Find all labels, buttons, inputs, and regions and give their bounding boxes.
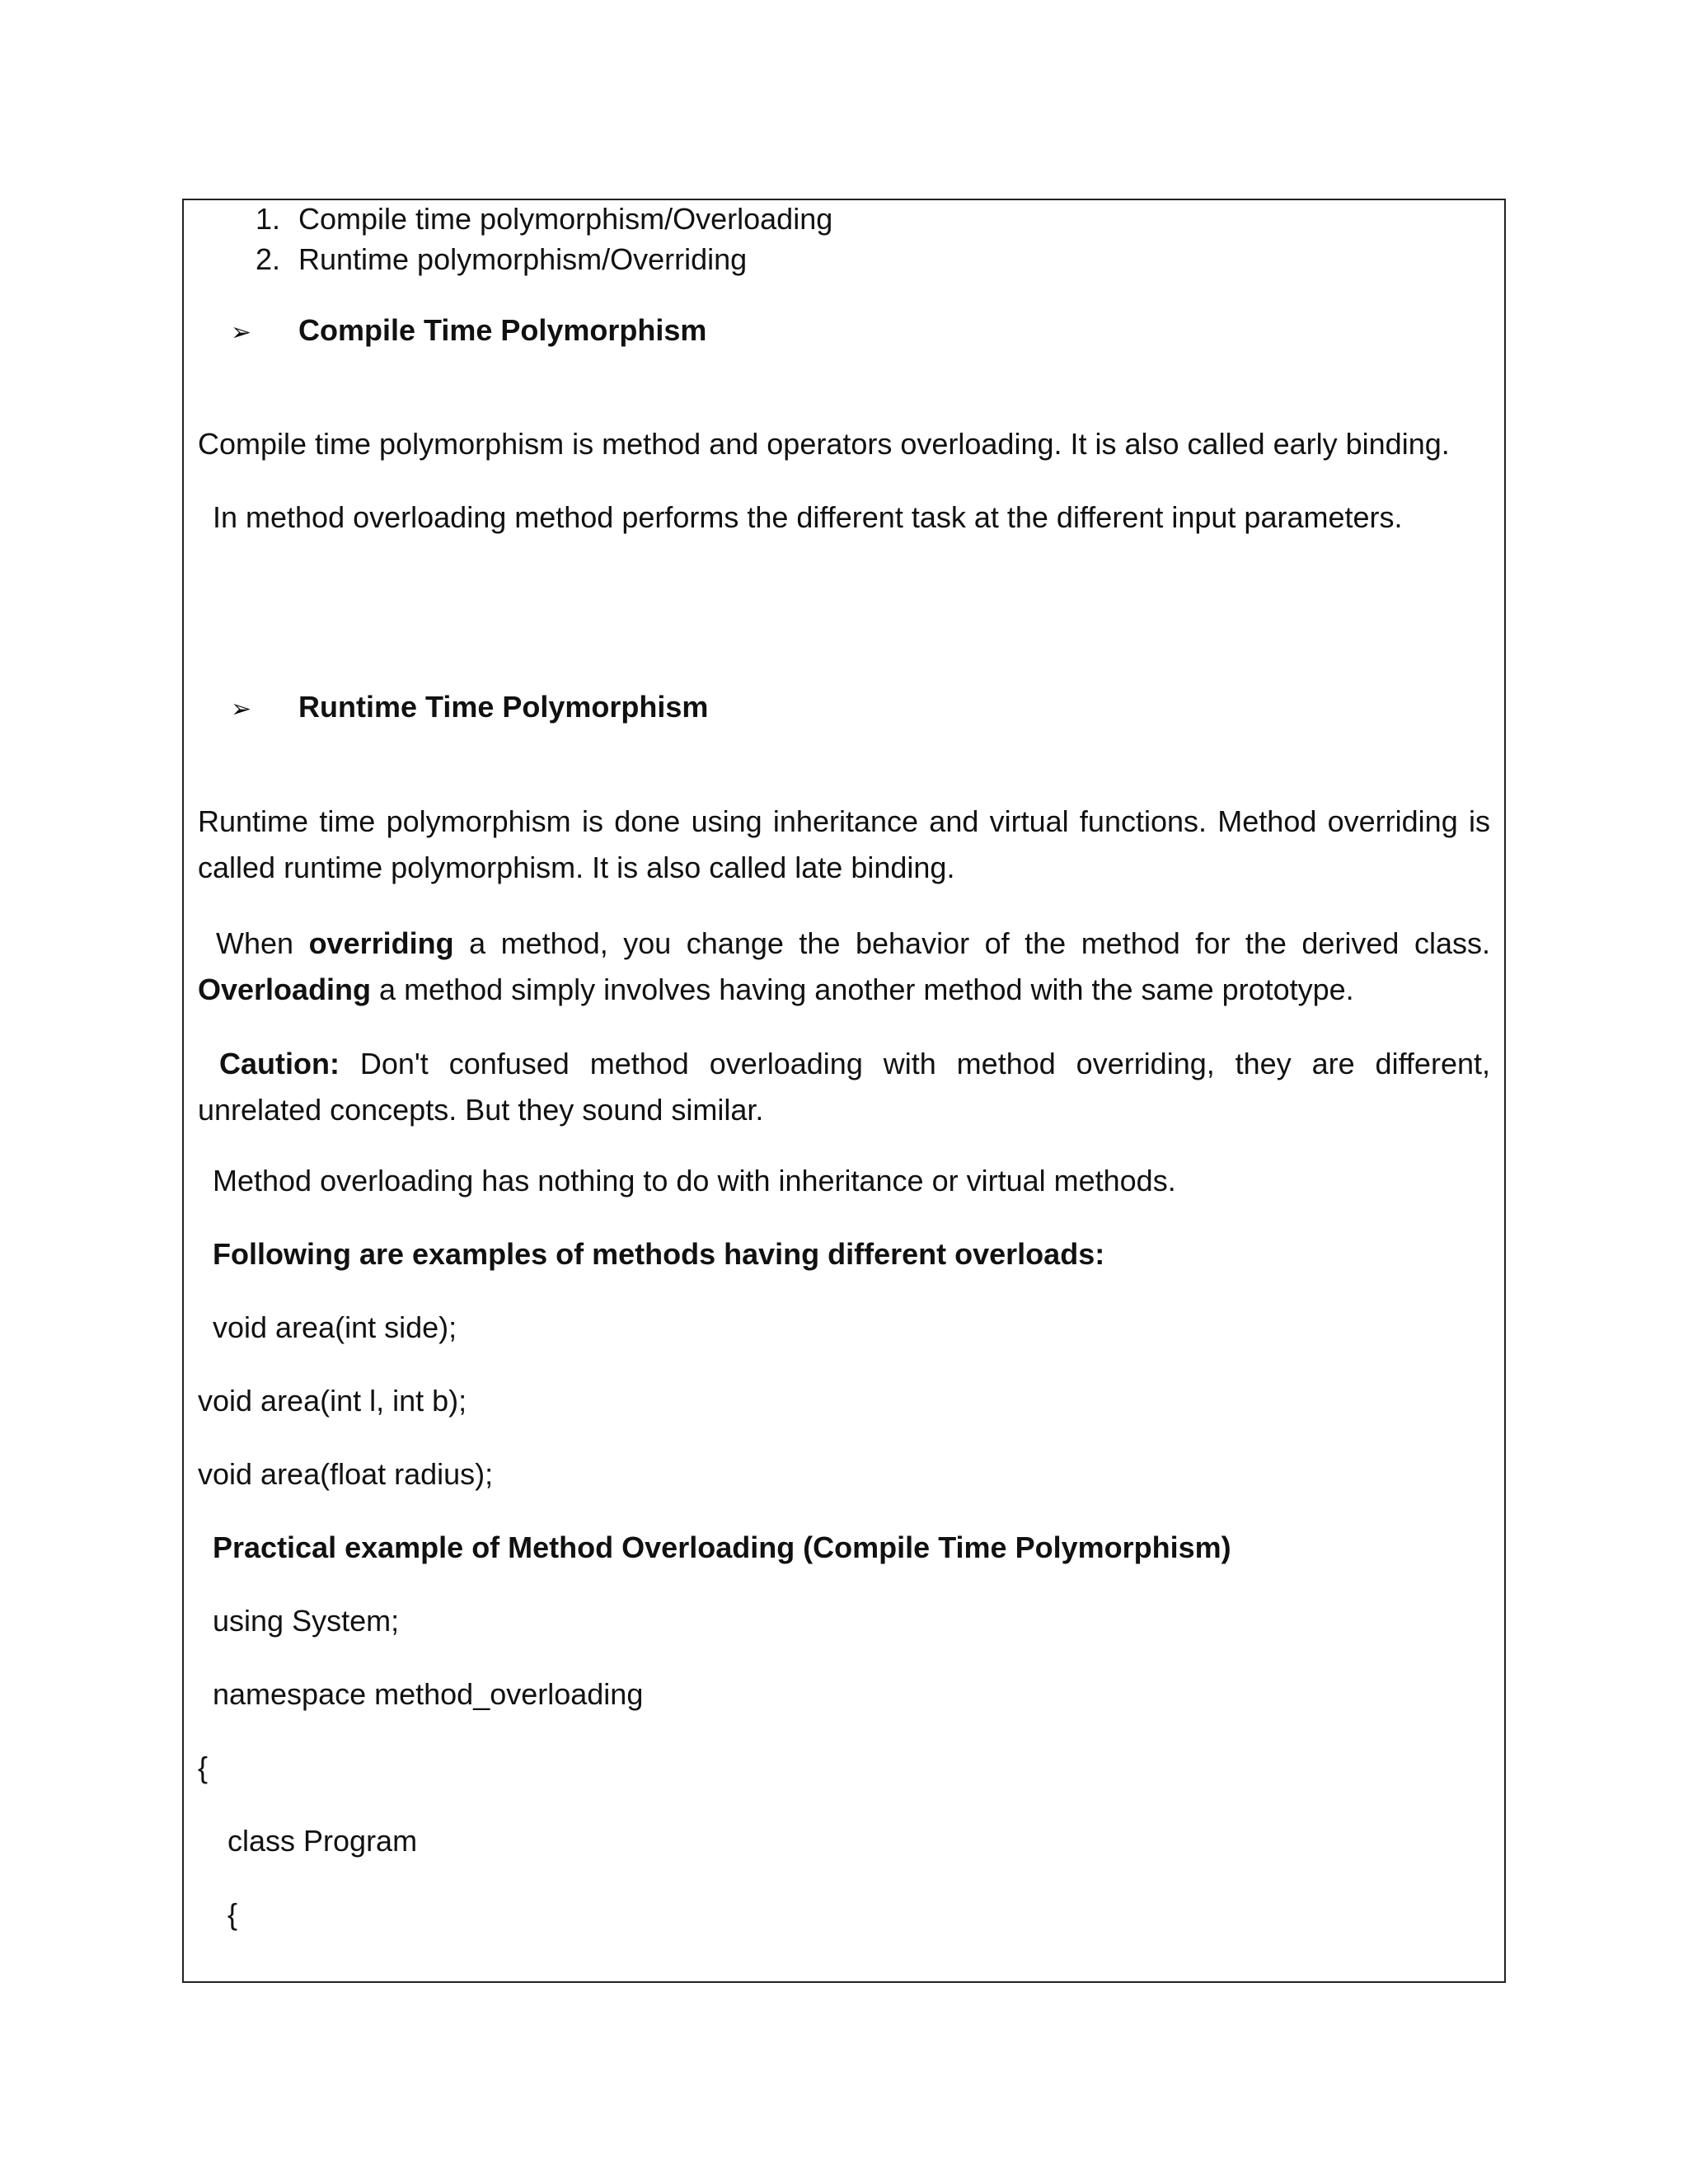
caution-label: Caution: — [219, 1047, 340, 1080]
code-line: void area(int side); — [213, 1310, 457, 1344]
code-line: class Program — [227, 1824, 418, 1858]
code-line: void area(float radius); — [198, 1457, 494, 1491]
list-text: Compile time polymorphism/Overloading — [298, 202, 833, 236]
arrow-bullet-icon: ➢ — [231, 696, 252, 723]
heading-text: Runtime Time Polymorphism — [298, 690, 709, 724]
paragraph: Method overloading has nothing to do with inheritance or virtual methods. — [213, 1164, 1176, 1197]
list-number: 1. — [255, 202, 280, 236]
paragraph: In method overloading method performs the different task at the different input parameters. — [213, 500, 1403, 534]
paragraph: When overriding a method, you change the behavior of the method for the derived class. Overloading a method simply involves having another method with the same prototype. — [198, 926, 1490, 1006]
section-heading — [231, 312, 706, 351]
section-heading — [231, 689, 708, 728]
heading-text: Compile Time Polymorphism — [298, 313, 707, 347]
code-line: void area(int l, int b); — [198, 1384, 467, 1418]
paragraph: Runtime time polymorphism is done using inheritance and virtual functions. Method overriding is called runtime polymorphism. It is also called late binding. — [198, 804, 1490, 884]
example-heading: Practical example of Method Overloading (Compile Time Polymorphism) — [213, 1530, 1231, 1564]
code-line: { — [198, 1750, 209, 1784]
list-item — [231, 201, 832, 237]
list-number: 2. — [255, 242, 280, 276]
list-text: Runtime polymorphism/Overriding — [298, 242, 748, 276]
code-line: { — [227, 1897, 238, 1931]
arrow-bullet-icon: ➢ — [231, 319, 252, 346]
caution-paragraph: Caution: Don't confused method overloading with method overriding, they are different, unrelated concepts. But they sound similar. — [198, 1047, 1490, 1127]
examples-heading: Following are examples of methods having different overloads: — [213, 1237, 1105, 1271]
code-line: using System; — [213, 1604, 400, 1638]
bold-term: overriding — [308, 926, 454, 960]
paragraph: Compile time polymorphism is method and operators overloading. It is also called early binding. — [198, 427, 1450, 461]
bold-term: Overloading — [198, 972, 372, 1006]
list-item — [231, 241, 747, 278]
code-line: namespace method_overloading — [213, 1677, 644, 1711]
